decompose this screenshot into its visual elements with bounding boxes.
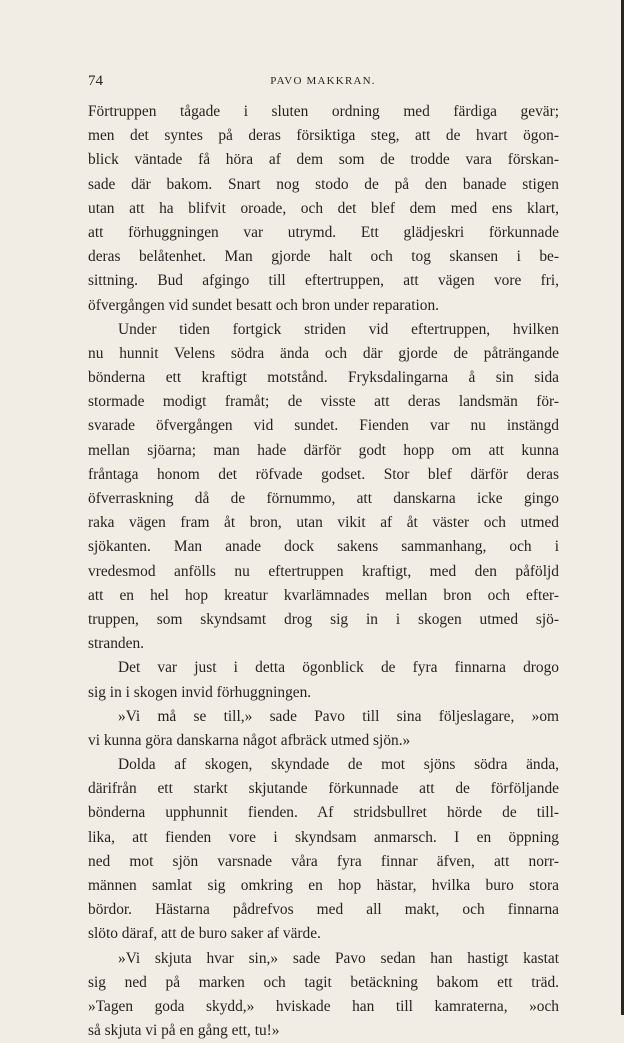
text-line: stormade modigt framåt; de visste att deras landsmän för-	[88, 393, 559, 411]
text-line: bönderna upphunnit fienden. Af stridsbullret hörde de till-	[88, 804, 559, 822]
text-line: svarade öfvergången vid sundet. Fienden var nu instängd	[88, 417, 559, 435]
text-line: ned mot sjön varsnade våra fyra finnar äfven, att norr-	[88, 852, 559, 870]
text-line: lika, att fienden vore i skyndsam anmarsch. I en öppning	[88, 828, 559, 846]
text-line: stranden.	[88, 635, 144, 653]
text-line: vredesmod anfölls nu eftertruppen kraftigt, med den påföljd	[88, 562, 559, 580]
text-line: Dolda af skogen, skyndade de mot sjöns södra ända,	[118, 756, 559, 774]
text-line: truppen, som skyndsamt drog sig in i skogen utmed sjö-	[88, 610, 559, 628]
body-text	[88, 100, 559, 1043]
text-line: att förhuggningen var utrymd. Ett glädjeskri förkunnade	[88, 223, 559, 241]
running-head: PAVO MAKKRAN.	[270, 75, 376, 87]
text-line: raka vägen fram åt bron, utan vikit af åt väster och utmed	[88, 514, 559, 532]
page-number: 74	[88, 73, 103, 89]
text-line: sittning. Bud afgingo till eftertruppen, att vägen vore fri,	[88, 272, 559, 290]
text-line: därifrån ett starkt skjutande förkunnade att de förföljande	[88, 780, 559, 798]
text-line: öfverraskning då de förnummo, att danskarna icke gingo	[88, 490, 559, 507]
text-line: »Tagen goda skydd,» hviskade han till kamraterna, »och	[88, 997, 559, 1015]
text-line: deras belåtenhet. Man gjorde halt och tog skansen i be-	[88, 248, 559, 266]
text-line: men det syntes på deras försiktiga steg, att de hvart ögon-	[88, 127, 559, 145]
text-line: sig ned på marken och tagit betäckning bakom ett träd.	[88, 973, 559, 991]
text-line: Förtruppen tågade i sluten ordning med färdiga gevär;	[88, 103, 559, 120]
text-line: »Vi må se till,» sade Pavo till sina följeslagare, »om	[118, 707, 559, 725]
text-line: mellan sjöarna; man hade därför godt hopp om att kunna	[88, 441, 559, 459]
text-line: Under tiden fortgick striden vid eftertruppen, hvilken	[118, 320, 559, 338]
page-header	[88, 73, 558, 95]
text-line: bördor. Hästarna pådrefvos med all makt, och finnarna	[88, 901, 559, 919]
text-line: så skjuta vi på en gång ett, tu!»	[88, 1022, 280, 1040]
text-line: utan att ha blifvit oroade, och det blef dem med ens klart,	[88, 199, 559, 217]
text-line: »Vi skjuta hvar sin,» sade Pavo sedan han hastigt kastat	[118, 949, 559, 967]
text-line: slöto däraf, att de buro saker af värde.	[88, 925, 321, 943]
text-line: sade där bakom. Snart nog stodo de på den banade stigen	[88, 175, 559, 193]
text-line: sjökanten. Man anade dock sakens sammanhang, och i	[88, 538, 559, 556]
text-line: sig in i skogen invid förhuggningen.	[88, 683, 312, 701]
text-line: vi kunna göra danskarna något afbräck utmed sjön.»	[88, 731, 411, 749]
text-line: Det var just i detta ögonblick de fyra finnarna drogo	[118, 659, 559, 677]
text-line: fråntaga honom det röfvade godset. Stor blef därför deras	[88, 465, 559, 483]
text-line: nu hunnit Velens södra ända och där gjorde de påträngande	[88, 344, 559, 362]
text-line: att en hel hop kreatur kvarlämnades mellan bron och efter-	[88, 586, 559, 604]
text-line: öfvergången vid sundet besatt och bron under reparation.	[88, 296, 440, 314]
text-line: männen samlat sig omkring en hop hästar, hvilka buro stora	[88, 877, 559, 894]
text-line: blick väntade få höra af dem som de trodde vara förskan-	[88, 151, 559, 169]
text-line: bönderna ett kraftigt motstånd. Fryksdalingarna å sin sida	[88, 369, 559, 387]
